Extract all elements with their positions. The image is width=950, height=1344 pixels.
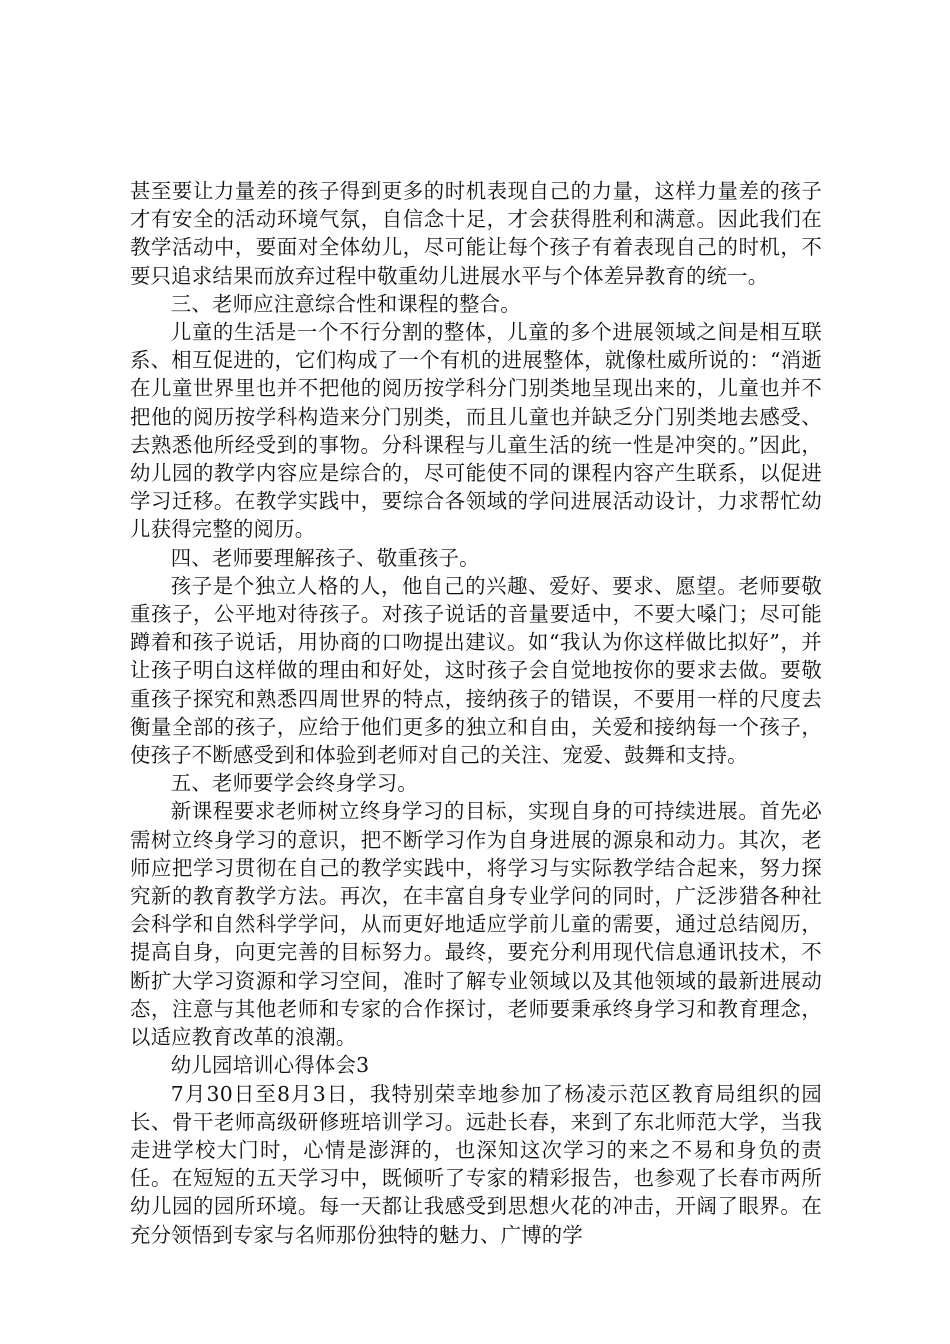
section-heading-5: 五、老师要学会终身学习。 (170, 771, 418, 796)
paragraph: 7月30日至8月3日，我特别荣幸地参加了杨凌示范区教育局组织的园长、骨干老师高级研修班培训学习。远赴长春，来到了东北师范大学，当我走进学校大门时，心情是澎湃的，也深知这次学习的来之不易和身负的责任。在短短的五天学习中，既倾听了专家的精彩报告，也参观了长春市两所幼儿园的园所环境。每一天都让我感受到思想火花的冲击，开阔了眼界。在充分领悟到专家与名师那份独特的魅力、广博的学 (130, 1081, 822, 1247)
paragraph: 孩子是个独立人格的人，他自己的兴趣、爱好、要求、愿望。老师要敬重孩子，公平地对待孩子。对孩子说话的音量要适中，不要大嗓门；尽可能蹲着和孩子说话，用协商的口吻提出建议。如“我认为你这样做比拟好”，并让孩子明白这样做的理由和好处，这时孩子会自觉地按你的要求去做。要敬重孩子探究和熟悉四周世界的特点，接纳孩子的错误，不要用一样的尺度去衡量全部的孩子，应给于他们更多的独立和自由，关爱和接纳每一个孩子，使孩子不断感受到和体验到老师对自己的关注、宠爱、鼓舞和支持。 (130, 573, 822, 768)
paragraph: 新课程要求老师树立终身学习的目标，实现自身的可持续进展。首先必需树立终身学习的意识，把不断学习作为自身进展的源泉和动力。其次，老师应把学习贯彻在自己的教学实践中，将学习与实际教学结合起来，努力探究新的教育教学方法。再次，在丰富自身专业学问的同时，广泛涉猎各种社会科学和自然科学学问，从而更好地适应学前儿童的需要，通过总结阅历，提高自身，向更完善的目标努力。最终，要充分利用现代信息通讯技术，不断扩大学习资源和学习空间，准时了解专业领域以及其他领域的最新进展动态，注意与其他老师和专家的合作探讨，老师要秉承终身学习和教育理念，以适应教育改革的浪潮。 (130, 799, 822, 1050)
article-title: 幼儿园培训心得体会3 (170, 1053, 370, 1078)
section-heading-4: 四、老师要理解孩子、敬重孩子。 (170, 545, 480, 570)
paragraph-continuation: 甚至要让力量差的孩子得到更多的时机表现自己的力量，这样力量差的孩子才有安全的活动环境气氛，自信念十足，才会获得胜利和满意。因此我们在教学活动中，要面对全体幼儿，尽可能让每个孩子有着表现自己的时机，不要只追求结果而放弃过程中敬重幼儿进展水平与个体差异教育的统一。 (130, 179, 822, 288)
document-body (130, 177, 822, 1249)
section-heading-3: 三、老师应注意综合性和课程的整合。 (170, 291, 521, 316)
paragraph: 儿童的生活是一个不行分割的整体，儿童的多个进展领域之间是相互联系、相互促进的，它们构成了一个有机的进展整体，就像杜威所说的：“消逝在儿童世界里也并不把他的阅历按学科分门别类地呈现出来的，儿童也并不把他的阅历按学科构造来分门别类，而且儿童也并缺乏分门别类地去感受、去熟悉他所经受到的事物。分科课程与儿童生活的统一性是冲突的。”因此，幼儿园的教学内容应是综合的，尽可能使不同的课程内容产生联系，以促进学习迁移。在教学实践中，要综合各领域的学问进展活动设计，力求帮忙幼儿获得完整的阅历。 (130, 320, 822, 542)
